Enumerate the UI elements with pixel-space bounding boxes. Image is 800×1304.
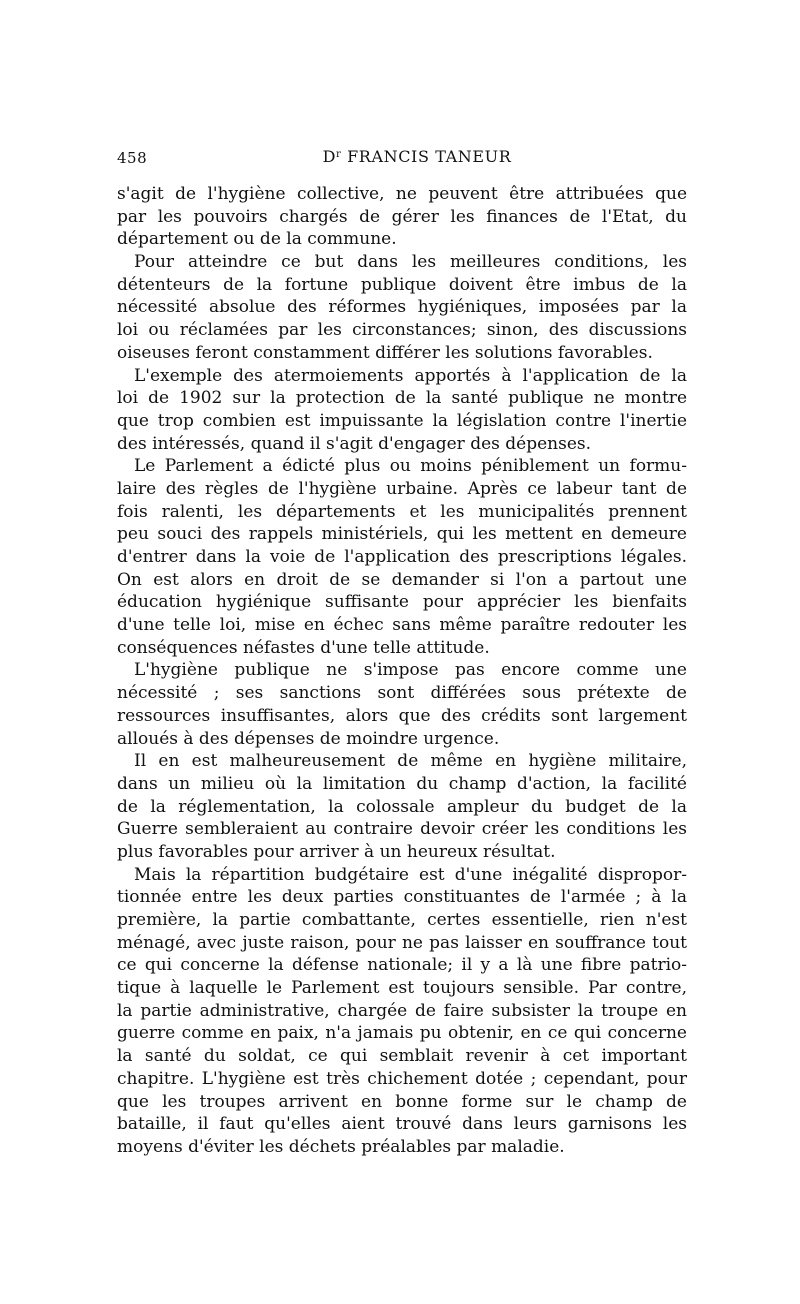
text-line: que trop combien est impuissante la législation contre l'inertie <box>117 410 687 431</box>
text-line: par les pouvoirs chargés de gérer les finances de l'Etat, du <box>117 206 687 227</box>
text-line: laire des règles de l'hygiène urbaine. Après ce labeur tant de <box>117 478 687 499</box>
text-line: oiseuses feront constamment différer les solutions favorables. <box>117 342 653 363</box>
text-line: Il en est malheureusement de même en hygiène militaire, <box>134 751 687 772</box>
text-line: la santé du soldat, ce qui semblait revenir à cet important <box>117 1046 687 1067</box>
text-line: plus favorables pour arriver à un heureux résultat. <box>117 841 556 862</box>
text-line: conséquences néfastes d'une telle attitude. <box>117 637 490 658</box>
body-text <box>117 183 687 1159</box>
text-line: Mais la répartition budgétaire est d'une inégalité dispropor- <box>134 864 687 885</box>
text-line: la partie administrative, chargée de faire subsister la troupe en <box>117 1000 687 1021</box>
running-title <box>117 147 687 166</box>
text-line: alloués à des dépenses de moindre urgence. <box>117 728 500 749</box>
text-line: s'agit de l'hygiène collective, ne peuvent être attribuées que <box>117 184 687 204</box>
text-line: fois ralenti, les départements et les municipalités prennent <box>117 501 687 522</box>
text-line: ménagé, avec juste raison, pour ne pas laisser en souffrance tout <box>117 932 687 953</box>
author-name: FRANCIS TANEUR <box>341 147 512 166</box>
text-line: ce qui concerne la défense nationale; il y a là une fibre patrio- <box>117 955 687 976</box>
author-title-superscript: r <box>336 149 342 160</box>
text-line: bataille, il faut qu'elles aient trouvé dans leurs garnisons les <box>117 1114 687 1135</box>
text-line: département ou de la commune. <box>117 229 397 250</box>
text-line: L'exemple des atermoiements apportés à l'application de la <box>134 365 687 386</box>
text-line: de la réglementation, la colossale ampleur du budget de la <box>117 796 687 817</box>
text-line: moyens d'éviter les déchets préalables par maladie. <box>117 1136 565 1157</box>
text-line: On est alors en droit de se demander si l'on a partout une <box>117 569 687 590</box>
text-line: chapitre. L'hygiène est très chichement dotée ; cependant, pour <box>117 1068 687 1089</box>
text-line: guerre comme en paix, n'a jamais pu obtenir, en ce qui concerne <box>117 1023 687 1044</box>
text-line: des intéressés, quand il s'agit d'engager des dépenses. <box>117 433 592 454</box>
text-line: tique à laquelle le Parlement est toujours sensible. Par contre, <box>117 978 687 999</box>
text-line: Le Parlement a édicté plus ou moins péniblement un formu- <box>134 456 687 477</box>
text-line: loi de 1902 sur la protection de la santé publique ne montre <box>117 388 687 409</box>
text-line: ressources insuffisantes, alors que des crédits sont largement <box>117 705 687 726</box>
page-number: 458 <box>117 149 148 167</box>
text-line: première, la partie combattante, certes essentielle, rien n'est <box>117 910 687 930</box>
text-line: nécessité absolue des réformes hygiéniques, imposées par la <box>117 297 687 318</box>
text-line: peu souci des rappels ministériels, qui les mettent en demeure <box>117 524 687 545</box>
text-line: nécessité ; ses sanctions sont différées sous prétexte de <box>117 683 687 704</box>
text-line: tionnée entre les deux parties constituantes de l'armée ; à la <box>117 887 687 908</box>
text-line: d'une telle loi, mise en échec sans même paraître redouter les <box>117 615 687 636</box>
text-line: Guerre sembleraient au contraire devoir créer les conditions les <box>117 819 687 840</box>
author-title-prefix: D <box>322 147 337 166</box>
text-line: que les troupes arrivent en bonne forme sur le champ de <box>117 1091 687 1112</box>
running-head <box>117 147 687 171</box>
text-line: détenteurs de la fortune publique doivent être imbus de la <box>117 274 687 295</box>
text-line: d'entrer dans la voie de l'application des prescriptions légales. <box>117 547 687 567</box>
text-line: loi ou réclamées par les circonstances; sinon, des discussions <box>117 320 687 341</box>
text-line: dans un milieu où la limitation du champ d'action, la facilité <box>117 773 687 794</box>
text-line: L'hygiène publique ne s'impose pas encore comme une <box>134 660 687 681</box>
text-line: Pour atteindre ce but dans les meilleures conditions, les <box>134 252 687 273</box>
text-line: éducation hygiénique suffisante pour apprécier les bienfaits <box>117 592 687 613</box>
